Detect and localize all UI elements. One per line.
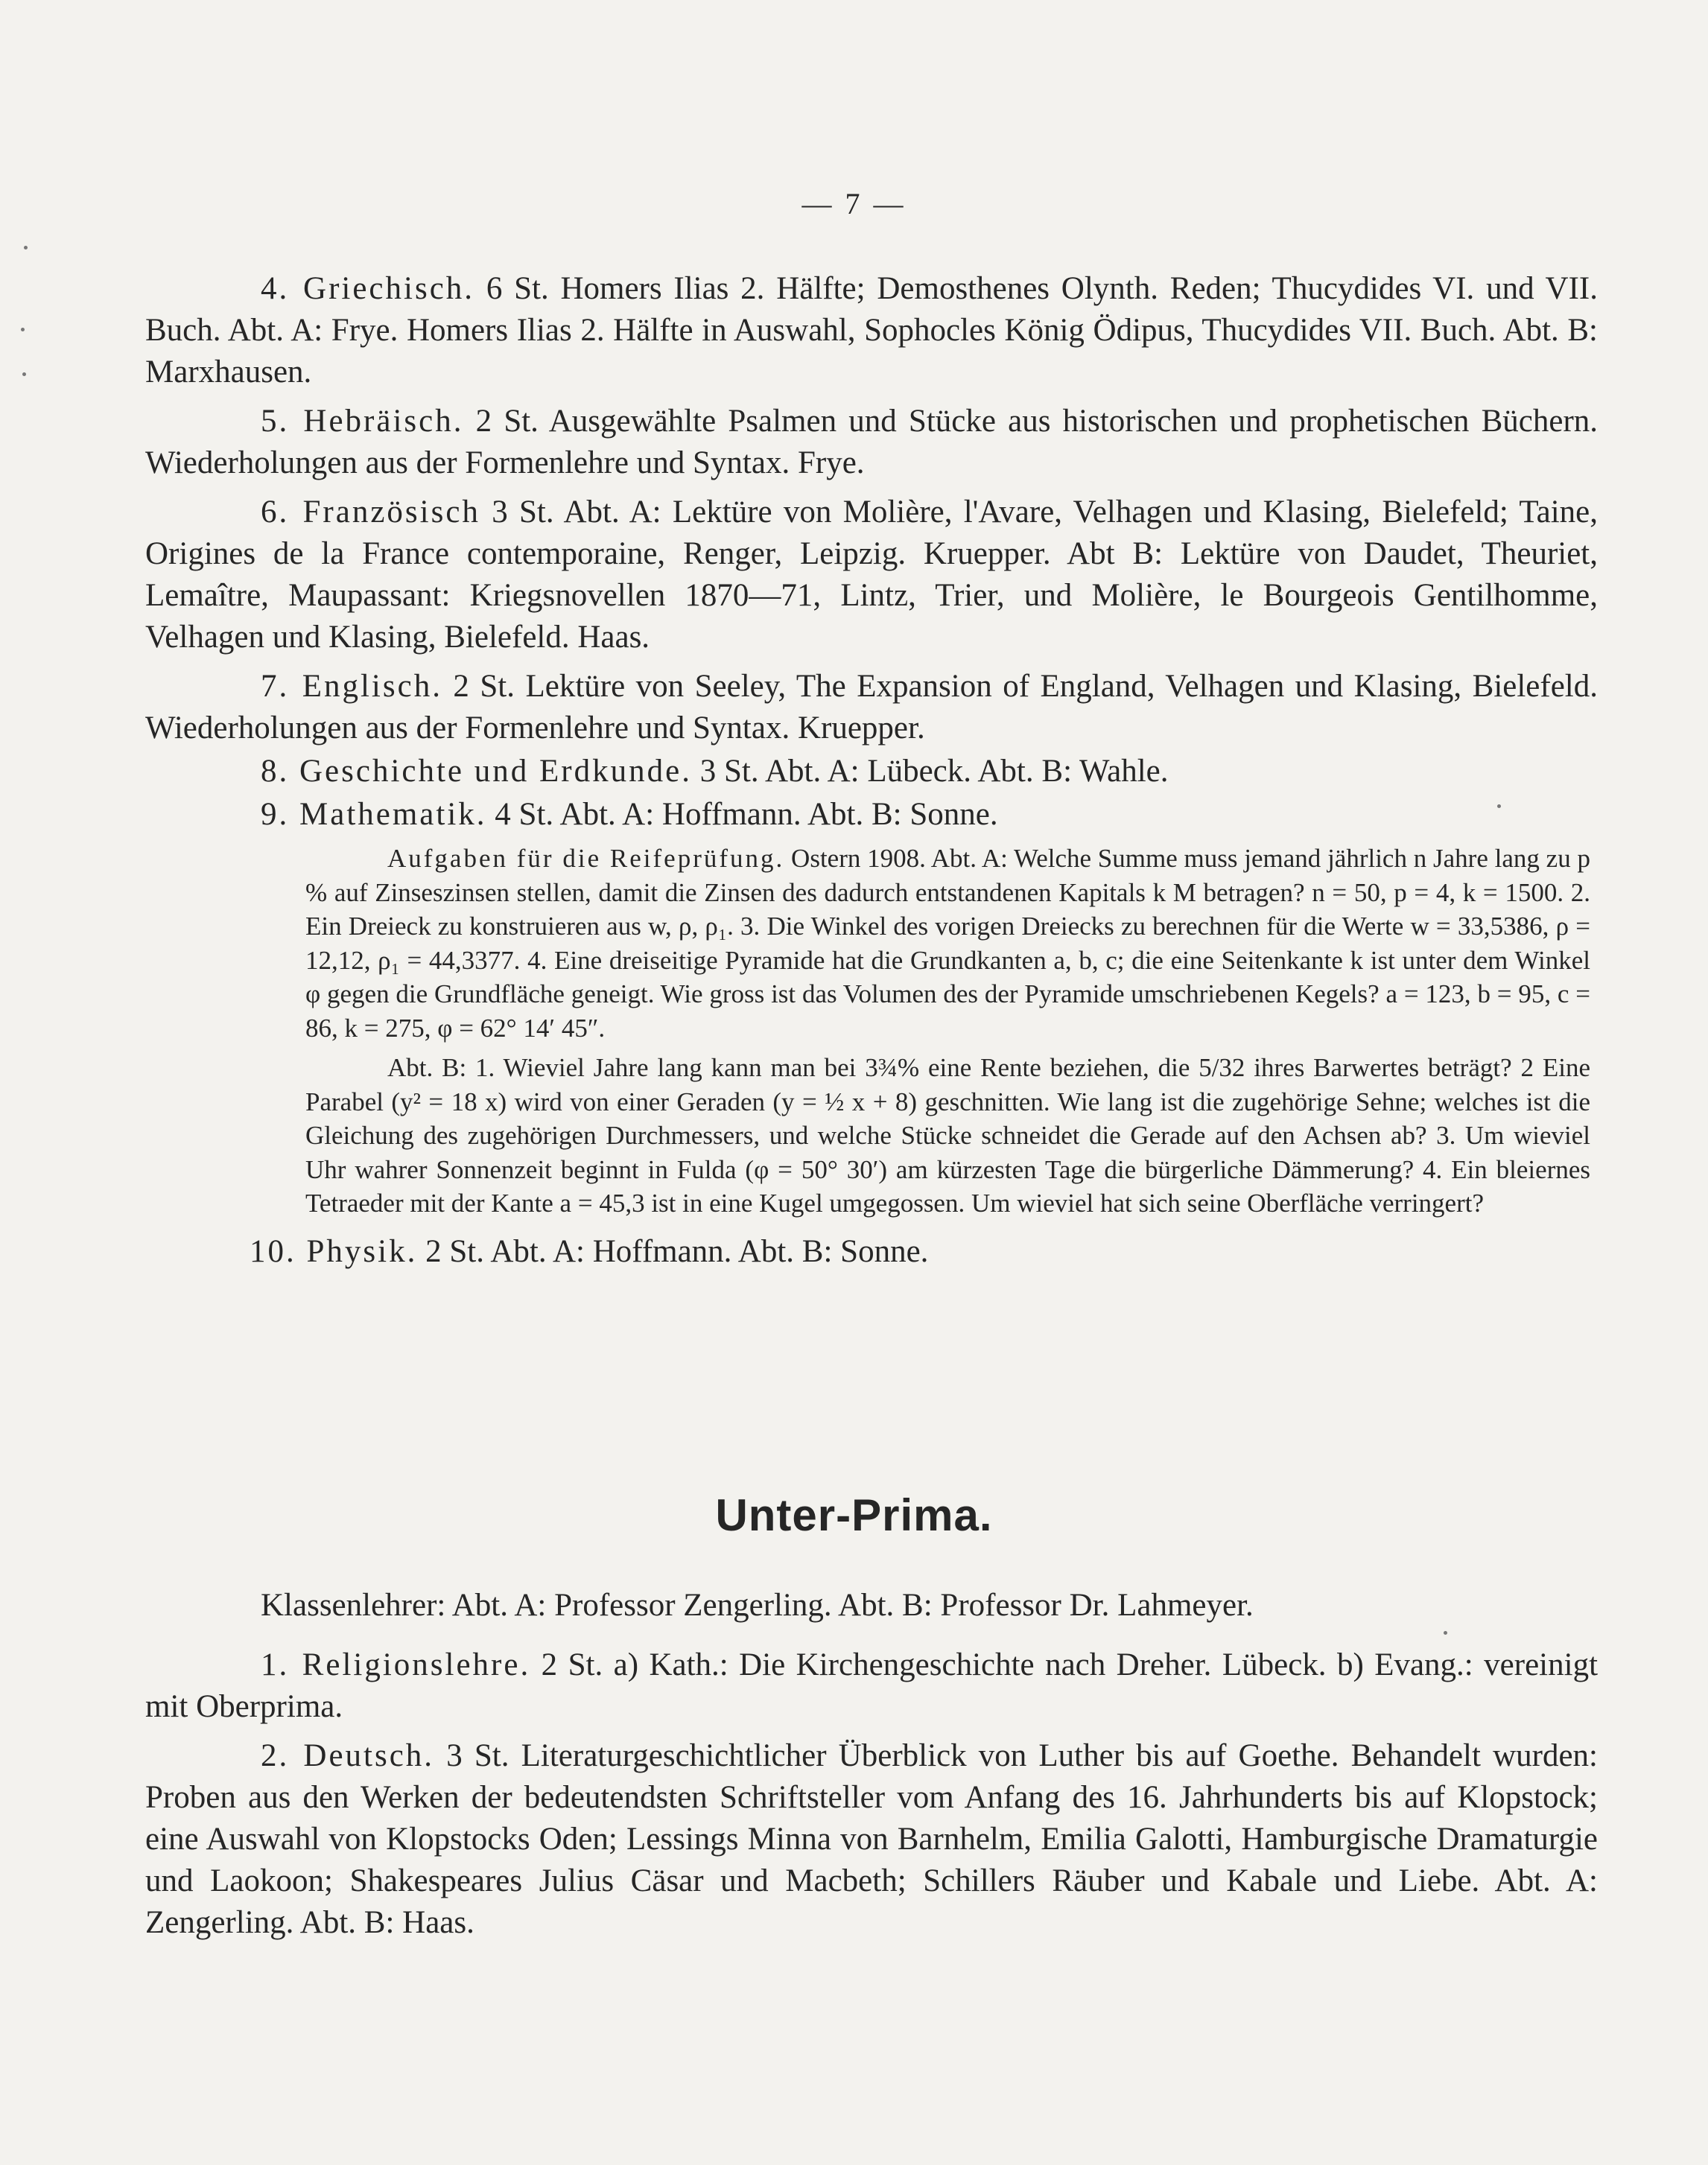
subject-englisch: 7. Englisch. 2 St. Lektüre von Seeley, The Expansion of England, Velhagen und Klasing, Bielefeld. Wiederholungen aus der Formenlehre und Syntax. Kruepper. (145, 669, 1598, 745)
scan-speck (21, 328, 25, 331)
scan-speck (22, 372, 26, 376)
section-heading-unter-prima: Unter-Prima. (715, 1490, 993, 1540)
unter-prima-section (145, 1585, 1598, 1944)
subject-geschichte: 8. Geschichte und Erdkunde. 3 St. Abt. A: Lübeck. Abt. B: Wahle. (261, 754, 1169, 789)
scan-speck (24, 246, 28, 249)
subject-griechisch: 4. Griechisch. 6 St. Homers Ilias 2. Hälfte; Demosthenes Olynth. Reden; Thucydides VI. und VII. Buch. Abt. A: Frye. Homers Ilias 2. Hälfte in Auswahl, Sophocles König Ödipus, Thucydides VII. Buch. Abt. B: Marxhausen. (145, 271, 1599, 390)
exam-problems-a: Aufgaben für die Reifeprüfung. Ostern 1908. Abt. A: Welche Summe muss jemand jährlich n Jahre lang zu p % auf Zinseszinsen stellen, damit die Zinsen des dadurch entstandenen Kapitals k M betragen? n = 50, p = 4, k = 1500. 2. Ein Dreieck zu konstruieren aus w, ρ, ρ₁. 3. Die Winkel des vorigen Dreiecks zu berechnen für die Werte w = 33,5386, ρ = 12,12, ρ₁ = 44,3377. 4. Eine dreiseitige Pyramide hat die Grundkanten a, b, c; die eine Seitenkante k ist unter dem Winkel φ gegen die Grundfläche geneigt. Wie gross ist das Volumen des der Pyramide umschriebenen Kegels? a = 123, b = 95, c = 86, k = 275, φ = 62° 14′ 45″. (305, 844, 1590, 1043)
scan-speck (1444, 1631, 1447, 1635)
ober-prima-section (145, 268, 1598, 1273)
subject-hebraeisch: 5. Hebräisch. 2 St. Ausgewählte Psalmen und Stücke aus historischen und prophetischen Büchern. Wiederholungen aus der Formenlehre und Syntax. Frye. (145, 404, 1599, 480)
subject-mathematik: 9. Mathematik. 4 St. Abt. A: Hoffmann. Abt. B: Sonne. (261, 797, 998, 832)
subject-religion: 1. Religionslehre. 2 St. a) Kath.: Die Kirchengeschichte nach Dreher. Lübeck. b) Evang.: vereinigt mit Oberprima. (145, 1647, 1599, 1724)
page-number: — 7 — (801, 187, 907, 220)
scan-speck (1497, 804, 1501, 808)
subject-physik: 10. Physik. 2 St. Abt. A: Hoffmann. Abt. B: Sonne. (250, 1233, 929, 1269)
subject-franzoesisch: 6. Französisch 3 St. Abt. A: Lektüre von Molière, l'Avare, Velhagen und Klasing, Bielefeld; Taine, Origines de la France contemporaine, Renger, Leipzig. Kruepper. Abt B: Lektüre von Daudet, Theuriet, Lemaître, Maupassant: Kriegsnovellen 1870—71, Lintz, Trier, und Molière, le Bourgeois Gentilhomme, Velhagen und Klasing, Bielefeld. Haas. (145, 495, 1598, 655)
subject-deutsch: 2. Deutsch. 3 St. Literaturgeschichtlicher Überblick von Luther bis auf Goethe. Behandelt wurden: Proben aus den Werken der bedeutendsten Schriftsteller vom Anfang des 16. Jahrhunderts bis auf Klopstock; eine Auswahl von Klopstocks Oden; Lessings Minna von Barnhelm, Emilia Galotti, Hamburgische Dramaturgie und Laokoon; Shakespeares Julius Cäsar und Macbeth; Schillers Räuber und Kabale und Liebe. Abt. A: Zengerling. Abt. B: Haas. (145, 1738, 1599, 1940)
exam-problems (145, 842, 1598, 1221)
exam-problems-b: Abt. B: 1. Wieviel Jahre lang kann man bei 3¾% eine Rente beziehen, die 5/32 ihres Barwertes beträgt? 2 Eine Parabel (y² = 18 x) wird von einer Geraden (y = ½ x + 8) geschnitten. Wie lang ist die zugehörige Sehne; welches ist die Gleichung des zugehörigen Durchmessers, und welche Stücke schneidet die Gerade auf den Achsen ab? 3. Um wieviel Uhr wahrer Sonnenzeit beginnt in Fulda (φ = 50° 30′) am kürzesten Tage die bürgerliche Dämmerung? 4. Ein bleiernes Tetraeder mit der Kante a = 45,3 ist in eine Kugel umgegossen. Um wieviel hat sich seine Oberfläche verringert? (305, 1053, 1590, 1218)
klassenlehrer-line: Klassenlehrer: Abt. A: Professor Zengerling. Abt. B: Professor Dr. Lahmeyer. (261, 1588, 1254, 1623)
